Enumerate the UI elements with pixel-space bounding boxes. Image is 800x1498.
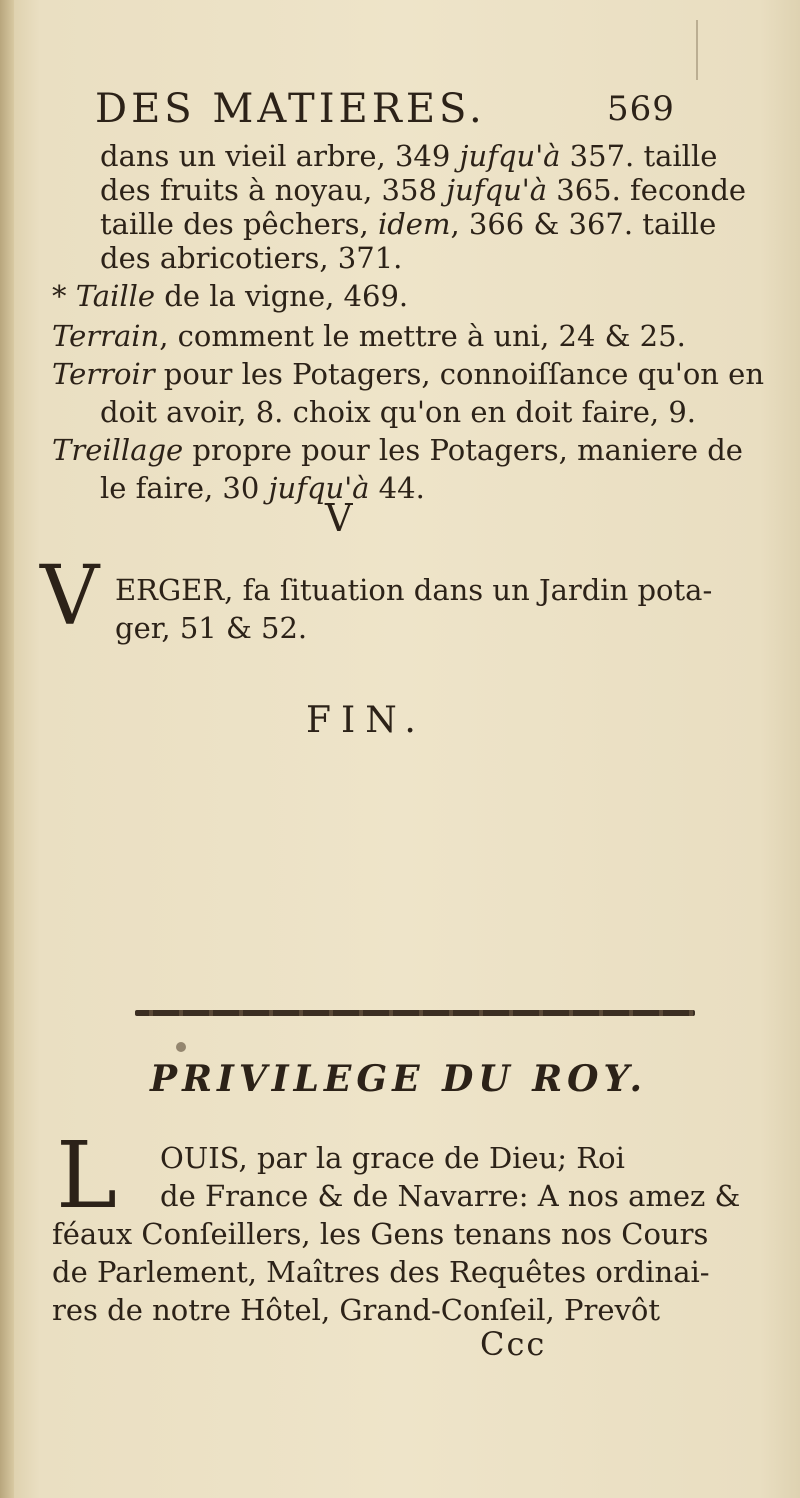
fin-mark: FIN. — [306, 700, 426, 741]
header-title: DES MATIERES. — [95, 86, 486, 132]
index-line: ger, 51 & 52. — [115, 611, 308, 645]
drop-cap-v: V — [40, 549, 100, 644]
ornamental-rule — [135, 1010, 695, 1016]
page-binding-edge — [0, 0, 14, 1498]
privilege-line: de Parlement, Maîtres des Requêtes ordinai- — [52, 1255, 710, 1289]
page-number: 569 — [607, 89, 675, 129]
privilege-line: res de notre Hôtel, Grand-Conſeil, Prevôt — [52, 1293, 660, 1327]
catchword: Ccc — [480, 1325, 547, 1363]
index-entry-terroir: Terroir pour les Potagers, connoiſſance qu'on en — [52, 357, 765, 391]
index-line: des abricotiers, 371. — [100, 241, 403, 275]
privilege-line: féaux Conſeillers, les Gens tenans nos Cours — [52, 1217, 709, 1251]
privilege-line: de France & de Navarre: A nos amez & — [160, 1179, 741, 1213]
drop-cap-l: L — [56, 1122, 118, 1229]
ink-spot — [176, 1042, 186, 1052]
index-entry-terrain: Terrain, comment le mettre à uni, 24 & 25. — [52, 319, 686, 353]
margin-mark — [696, 20, 698, 80]
index-line: des fruits à noyau, 358 jufqu'à 365. feconde — [100, 173, 747, 207]
privilege-line: OUIS, par la grace de Dieu; Roi — [160, 1141, 625, 1175]
index-entry-verger: ERGER, fa ſituation dans un Jardin pota- — [115, 573, 713, 607]
index-entry-treillage: Treillage propre pour les Potagers, maniere de — [52, 433, 743, 467]
index-entry-taille: * Taille de la vigne, 469. — [52, 279, 409, 313]
section-letter: V — [325, 496, 353, 540]
index-line: dans un vieil arbre, 349 jufqu'à 357. taille — [100, 139, 718, 173]
index-line: le faire, 30 jufqu'à 44. — [100, 471, 425, 505]
privilege-heading: PRIVILEGE DU ROY. — [150, 1058, 648, 1100]
index-line: taille des pêchers, idem, 366 & 367. taille — [100, 207, 717, 241]
index-line: doit avoir, 8. choix qu'on en doit faire, 9. — [100, 395, 697, 429]
